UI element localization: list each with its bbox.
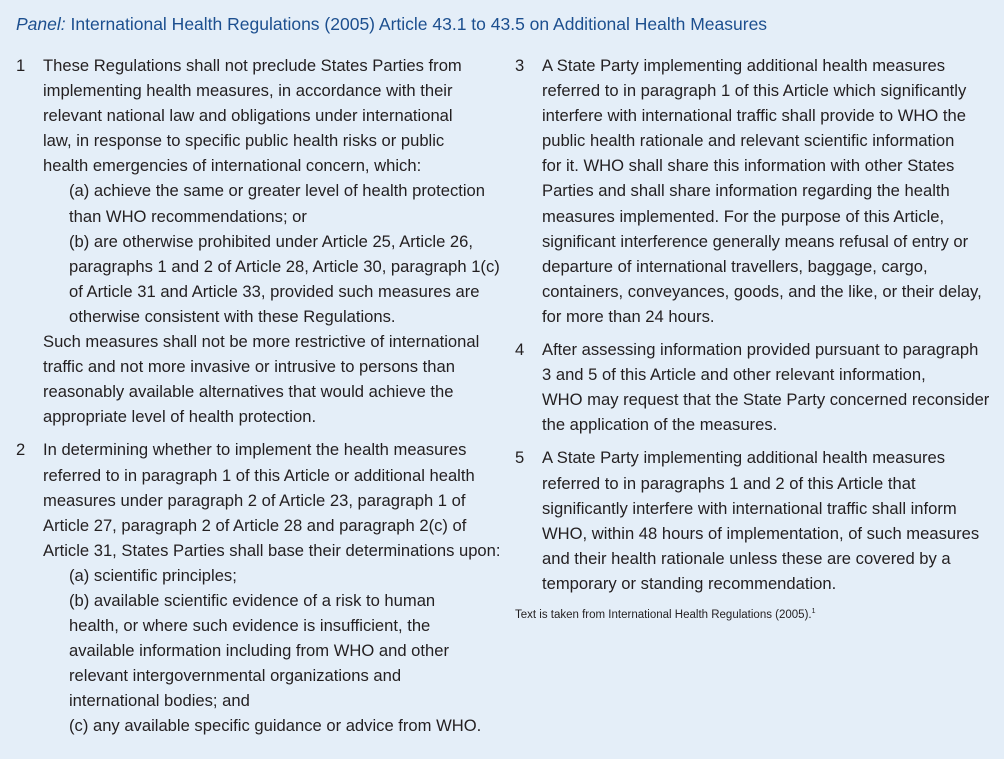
paragraph-number: 2: [16, 440, 26, 460]
text-line: These Regulations shall not preclude States Parties from: [43, 56, 462, 75]
text-line: referred to in paragraph 1 of this Article or additional health: [43, 465, 475, 485]
text-line: A State Party implementing additional health measures: [542, 448, 946, 468]
text-line: After assessing information provided pursuant to paragraph: [542, 340, 979, 360]
text-line: WHO may request that the State Party concerned reconsider: [542, 390, 990, 410]
sub-item-line: paragraphs 1 and 2 of Article 28, Article 30, paragraph 1(c): [69, 256, 500, 276]
text-line: public health rationale and relevant scientific information: [542, 131, 955, 151]
text-line: for it. WHO shall share this information with other States: [542, 156, 955, 176]
text-line: appropriate level of health protection.: [43, 407, 317, 427]
text-line: measures implemented. For the purpose of this Article,: [542, 206, 945, 226]
text-line: traffic and not more invasive or intrusive to persons than: [43, 357, 455, 377]
paragraph-number: 4: [515, 340, 525, 360]
text-line: interfere with international traffic shall provide to WHO the: [542, 106, 966, 126]
text-line: Parties and shall share information regarding the health: [542, 181, 950, 201]
sub-item-line: (a) achieve the same or greater level of health protection: [69, 181, 485, 201]
left-column: [16, 53, 501, 747]
footnote-text: Text is taken from International Health Regulations (2005).: [515, 608, 812, 621]
text-line: 3 and 5 of this Article and other relevant information,: [542, 365, 926, 385]
article-paragraph-2: [16, 437, 501, 738]
text-line: implementing health measures, in accordance with their: [43, 81, 453, 101]
sub-item-line: health, or where such evidence is insufficient, the: [69, 616, 431, 636]
paragraph-number: 5: [515, 448, 525, 468]
sub-item-line: of Article 31 and Article 33, provided such measures are: [69, 281, 480, 301]
text-line: In determining whether to implement the health measures: [43, 440, 467, 460]
source-footnote: [515, 604, 995, 623]
text-line: referred to in paragraphs 1 and 2 of this Article that: [542, 473, 916, 493]
text-line: reasonably available alternatives that would achieve the: [43, 382, 454, 402]
sub-item-line: available information including from WHO and other: [69, 641, 449, 661]
text-line: significantly interfere with international traffic shall inform: [542, 498, 957, 518]
text-line: health emergencies of international concern, which:: [43, 156, 422, 176]
sub-item-line: international bodies; and: [69, 691, 250, 711]
panel-title: [16, 14, 767, 35]
article-paragraph-3: [515, 53, 995, 329]
sub-item-line: (b) are otherwise prohibited under Article 25, Article 26,: [69, 231, 473, 251]
text-line: Article 31, States Parties shall base their determinations upon:: [43, 540, 501, 560]
sub-item-line: relevant intergovernmental organizations and: [69, 666, 402, 686]
sub-item-line: (b) available scientific evidence of a risk to human: [69, 590, 436, 610]
text-line: departure of international travellers, baggage, cargo,: [542, 256, 928, 276]
paragraph-number: 1: [16, 56, 26, 75]
text-line: A State Party implementing additional health measures: [542, 56, 946, 75]
right-column: [515, 53, 995, 623]
text-line: WHO, within 48 hours of implementation, of such measures: [542, 523, 980, 543]
paragraph-number: 3: [515, 56, 525, 75]
sub-item-line: than WHO recommendations; or: [69, 206, 307, 226]
text-line: for more than 24 hours.: [542, 306, 715, 326]
text-line: Article 27, paragraph 2 of Article 28 and paragraph 2(c) of: [43, 515, 467, 535]
text-line: and their health rationale unless these are covered by a: [542, 548, 951, 568]
text-line: Such measures shall not be more restrictive of international: [43, 332, 480, 352]
footnote-reference: 1: [811, 607, 816, 615]
article-paragraph-4: [515, 337, 995, 437]
sub-item-line: (c) any available specific guidance or advice from WHO.: [69, 716, 482, 736]
sub-item-line: otherwise consistent with these Regulations.: [69, 306, 396, 326]
panel-title-text: International Health Regulations (2005) Article 43.1 to 43.5 on Additional Health Measures: [70, 14, 768, 34]
text-line: significant interference generally means refusal of entry or: [542, 231, 969, 251]
text-line: measures under paragraph 2 of Article 23, paragraph 1 of: [43, 490, 466, 510]
text-line: containers, conveyances, goods, and the like, or their delay,: [542, 281, 982, 301]
text-line: law, in response to specific public health risks or public: [43, 131, 445, 151]
article-paragraph-1: [16, 53, 500, 429]
text-line: temporary or standing recommendation.: [542, 573, 837, 593]
text-line: the application of the measures.: [542, 415, 778, 435]
sub-item-line: (a) scientific principles;: [69, 565, 237, 585]
text-line: relevant national law and obligations under international: [43, 106, 453, 126]
article-paragraph-5: [515, 445, 995, 596]
panel-title-lead: Panel:: [16, 14, 66, 34]
text-line: referred to in paragraph 1 of this Article which significantly: [542, 81, 967, 101]
